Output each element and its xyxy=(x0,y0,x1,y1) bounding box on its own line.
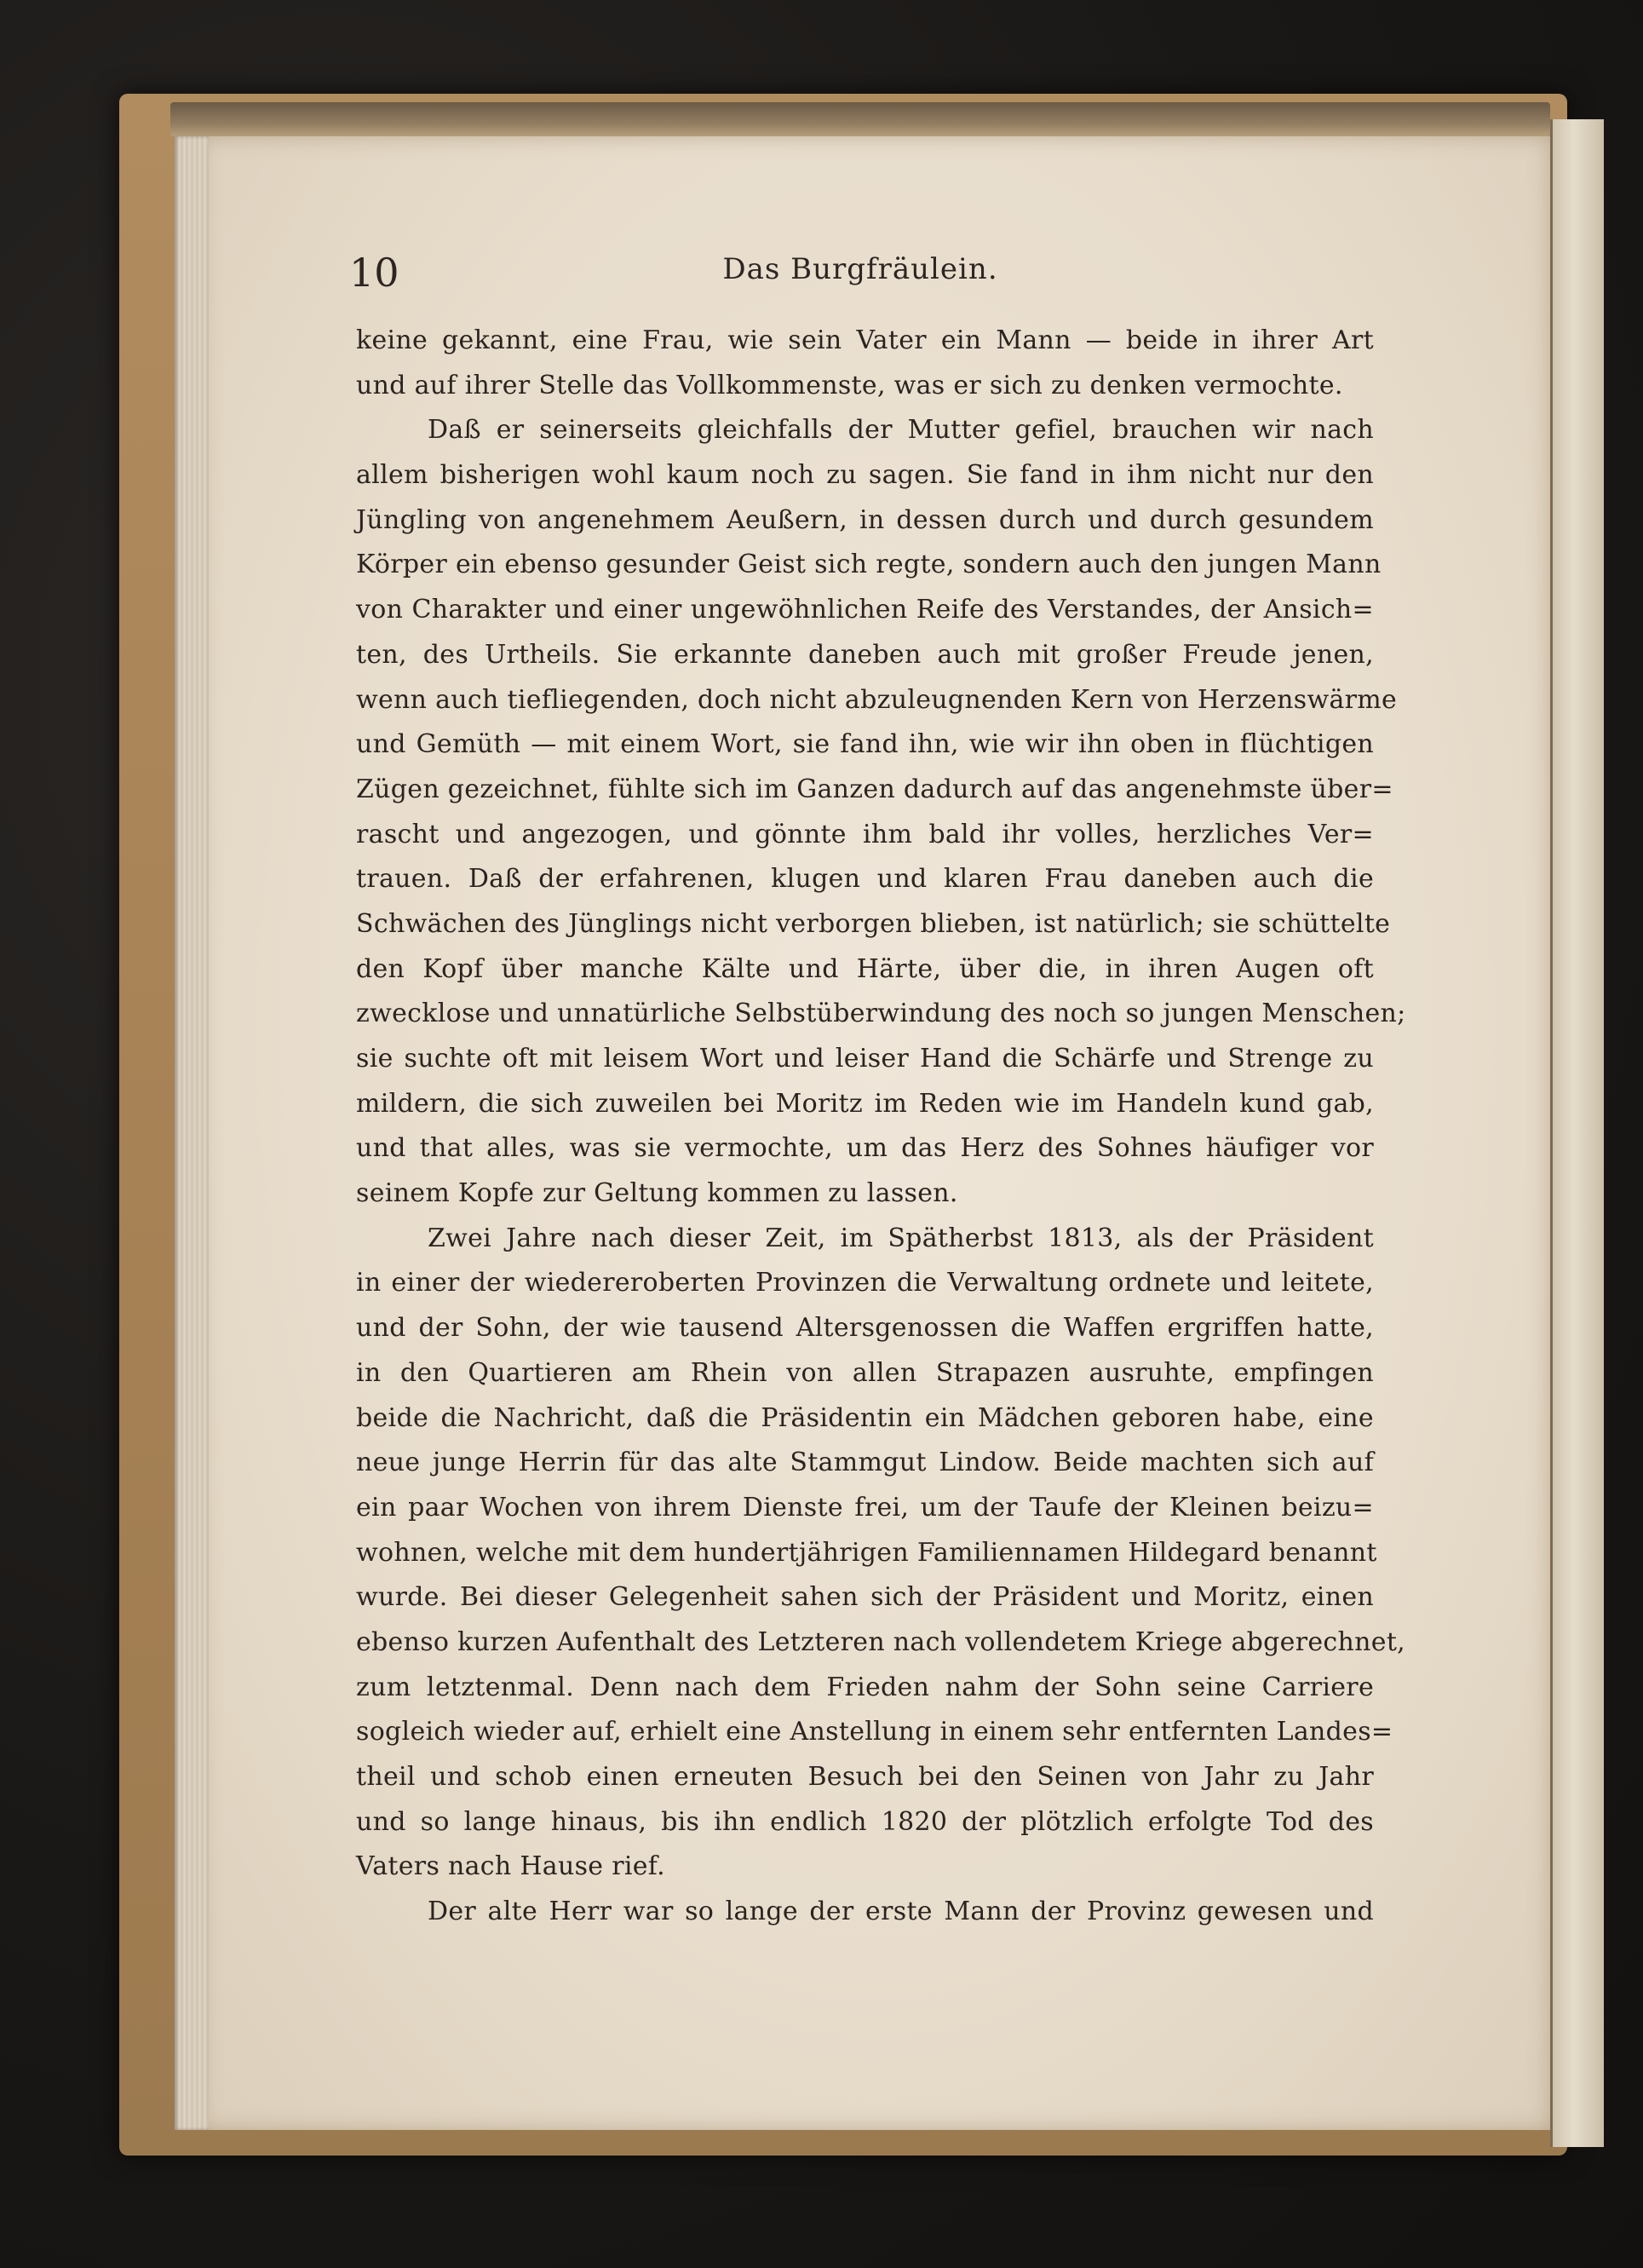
text-line: sie suchte oft mit leisem Wort und leiser Hand die Schärfe und Strenge zu xyxy=(356,1044,1374,1074)
text-line: und so lange hinaus, bis ihn endlich 1820 der plötzlich erfolgte Tod des xyxy=(356,1806,1374,1837)
text-line: in einer der wiedereroberten Provinzen die Verwaltung ordnete und leitete, xyxy=(356,1268,1374,1298)
body-text xyxy=(356,319,1406,2074)
text-line: in den Quartieren am Rhein von allen Strapazen ausruhte, empfingen xyxy=(356,1357,1374,1388)
text-line: ein paar Wochen von ihrem Dienste frei, um der Taufe der Kleinen beizu= xyxy=(356,1492,1374,1523)
text-line: sogleich wieder auf, erhielt eine Anstellung in einem sehr entfernten Landes= xyxy=(356,1717,1393,1747)
text-line: ebenso kurzen Aufenthalt des Letzteren nach vollendetem Kriege abgerechnet, xyxy=(356,1626,1406,1657)
text-line: keine gekannt, eine Frau, wie sein Vater ein Mann — beide in ihrer Art xyxy=(356,325,1374,355)
text-line: rascht und angezogen, und gönnte ihm bald ihr volles, herzliches Ver= xyxy=(356,819,1374,849)
page-number: 10 xyxy=(349,250,399,296)
text-line: Zwei Jahre nach dieser Zeit, im Spätherbst 1813, als der Präsident xyxy=(428,1223,1374,1253)
text-line: und auf ihrer Stelle das Vollkommenste, was er sich zu denken vermochte. xyxy=(356,370,1343,400)
text-line: Körper ein ebenso gesunder Geist sich regte, sondern auch den jungen Mann xyxy=(356,550,1382,580)
text-line: Jüngling von angenehmem Aeußern, in dessen durch und durch gesundem xyxy=(356,504,1374,535)
text-line: neue junge Herrin für das alte Stammgut Lindow. Beide machten sich auf xyxy=(356,1448,1374,1478)
facing-page-edge xyxy=(1550,119,1604,2147)
text-line: Zügen gezeichnet, fühlte sich im Ganzen dadurch auf das angenehmste über= xyxy=(356,774,1393,804)
text-line: ten, des Urtheils. Sie erkannte daneben auch mit großer Freude jenen, xyxy=(356,639,1374,670)
running-head-container xyxy=(349,252,1371,286)
text-line: allem bisherigen wohl kaum noch zu sagen. Sie fand in ihm nicht nur den xyxy=(356,460,1374,491)
text-line: Daß er seinerseits gleichfalls der Mutter gefiel, brauchen wir nach xyxy=(428,415,1374,446)
text-line: wenn auch tiefliegenden, doch nicht abzuleugnenden Kern von Herzenswärme xyxy=(356,684,1398,715)
book-cover-top-rim xyxy=(170,102,1550,136)
text-line: zwecklose und unnatürliche Selbstüberwindung des noch so jungen Menschen; xyxy=(356,999,1406,1029)
text-line: seinem Kopfe zur Geltung kommen zu lassen. xyxy=(356,1178,958,1209)
text-line: theil und schob einen erneuten Besuch bei den Seinen von Jahr zu Jahr xyxy=(356,1762,1374,1792)
text-line: Schwächen des Jünglings nicht verborgen blieben, ist natürlich; sie schüttelte xyxy=(356,908,1391,939)
text-line: mildern, die sich zuweilen bei Moritz im Reden wie im Handeln kund gab, xyxy=(356,1088,1374,1119)
text-line: und der Sohn, der wie tausend Altersgenossen die Waffen ergriffen hatte, xyxy=(356,1313,1374,1344)
text-line: wurde. Bei dieser Gelegenheit sahen sich der Präsident und Moritz, einen xyxy=(356,1582,1374,1613)
text-line: von Charakter und einer ungewöhnlichen Reife des Verstandes, der Ansich= xyxy=(356,595,1374,625)
text-line: den Kopf über manche Kälte und Härte, über die, in ihren Augen oft xyxy=(356,953,1374,984)
text-line: und Gemüth — mit einem Wort, sie fand ihn, wie wir ihn oben in flüchtigen xyxy=(356,729,1374,760)
page-edges xyxy=(175,136,209,2130)
text-line: und that alles, was sie vermochte, um das Herz des Sohnes häufiger vor xyxy=(356,1133,1374,1164)
text-line: Vaters nach Hause rief. xyxy=(356,1851,665,1882)
text-line: Der alte Herr war so lange der erste Mann der Provinz gewesen und xyxy=(428,1897,1374,1927)
text-line: zum letztenmal. Denn nach dem Frieden nahm der Sohn seine Carriere xyxy=(356,1672,1374,1702)
text-line: beide die Nachricht, daß die Präsidentin ein Mädchen geboren habe, eine xyxy=(356,1402,1374,1433)
text-line: trauen. Daß der erfahrenen, klugen und klaren Frau daneben auch die xyxy=(356,864,1374,895)
running-head: Das Burgfräulein. xyxy=(722,252,998,286)
text-line: wohnen, welche mit dem hundertjährigen Familiennamen Hildegard benannt xyxy=(356,1537,1377,1568)
